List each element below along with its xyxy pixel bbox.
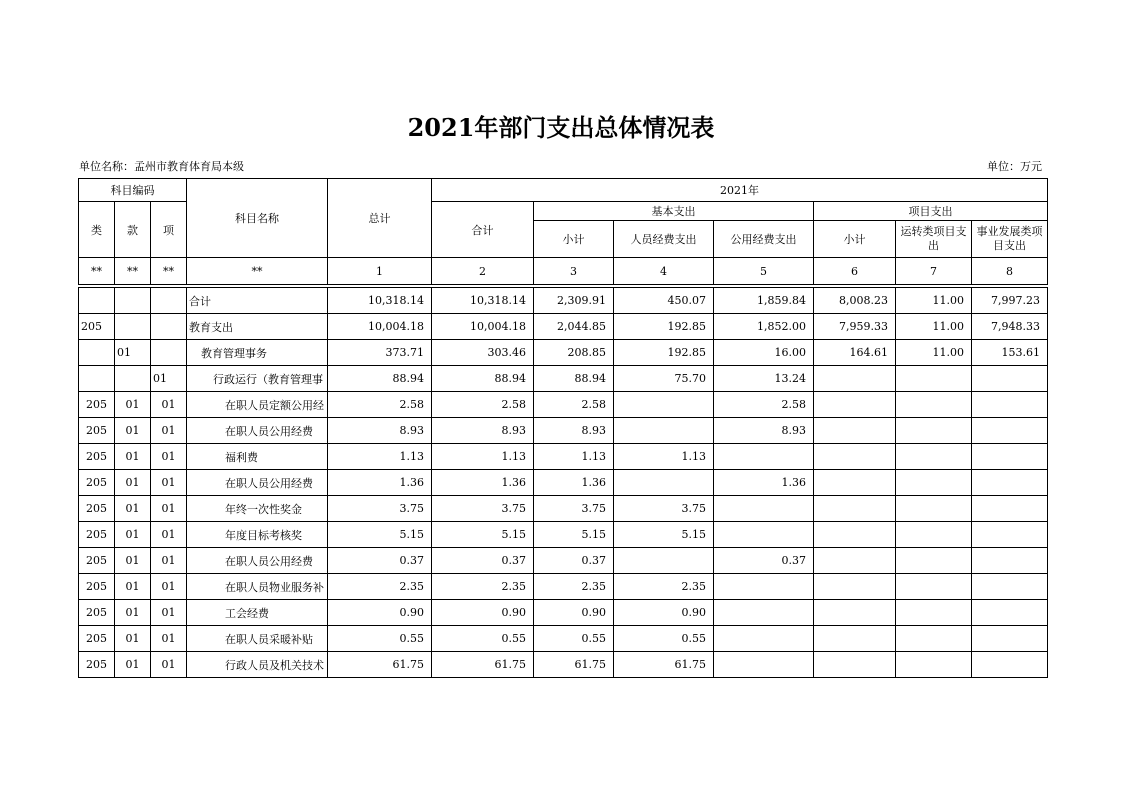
cell-xiang: 01 xyxy=(151,600,187,626)
cell-project-subtotal xyxy=(814,652,896,678)
cell-total: 373.71 xyxy=(328,340,432,366)
cell-transfer xyxy=(896,496,972,522)
cell-career xyxy=(972,652,1048,678)
cell-sum: 0.37 xyxy=(432,548,534,574)
header-xiang: 项 xyxy=(151,202,187,258)
cell-personnel: 3.75 xyxy=(614,496,714,522)
table-row xyxy=(79,496,1048,522)
cell-xiang: 01 xyxy=(151,366,187,392)
cell-sum: 10,004.18 xyxy=(432,314,534,340)
cell-subject-name: 行政人员及机关技术 xyxy=(187,652,328,678)
cell-xiang: 01 xyxy=(151,496,187,522)
header-public: 公用经费支出 xyxy=(714,221,814,258)
cell-project-subtotal xyxy=(814,444,896,470)
cell-sum: 0.90 xyxy=(432,600,534,626)
cell-career: 153.61 xyxy=(972,340,1048,366)
index-cell: ** xyxy=(187,258,328,285)
cell-total: 61.75 xyxy=(328,652,432,678)
cell-lei xyxy=(79,288,115,314)
unit-name: 单位名称：孟州市教育体育局本级 xyxy=(79,160,244,173)
cell-personnel: 2.35 xyxy=(614,574,714,600)
header-personnel: 人员经费支出 xyxy=(614,221,714,258)
header-lei: 类 xyxy=(79,202,115,258)
cell-transfer xyxy=(896,470,972,496)
cell-personnel: 5.15 xyxy=(614,522,714,548)
cell-project-subtotal xyxy=(814,366,896,392)
cell-basic-subtotal: 8.93 xyxy=(534,418,614,444)
cell-subject-name: 福利费 xyxy=(187,444,328,470)
header-project: 项目支出 xyxy=(814,202,1048,221)
table-row xyxy=(79,314,1048,340)
page-title: 2021年部门支出总体情况表 xyxy=(407,113,715,142)
cell-total: 0.37 xyxy=(328,548,432,574)
cell-subject-name: 行政运行（教育管理事 xyxy=(187,366,328,392)
cell-career xyxy=(972,392,1048,418)
cell-total: 8.93 xyxy=(328,418,432,444)
cell-xiang xyxy=(151,314,187,340)
cell-total: 0.90 xyxy=(328,600,432,626)
cell-total: 2.35 xyxy=(328,574,432,600)
cell-public: 8.93 xyxy=(714,418,814,444)
cell-project-subtotal xyxy=(814,626,896,652)
cell-transfer xyxy=(896,366,972,392)
cell-career xyxy=(972,600,1048,626)
cell-basic-subtotal: 2.35 xyxy=(534,574,614,600)
cell-public: 1,852.00 xyxy=(714,314,814,340)
cell-public: 2.58 xyxy=(714,392,814,418)
cell-subject-name: 年终一次性奖金 xyxy=(187,496,328,522)
cell-basic-subtotal: 2,044.85 xyxy=(534,314,614,340)
cell-project-subtotal xyxy=(814,548,896,574)
cell-sum: 3.75 xyxy=(432,496,534,522)
cell-kuan xyxy=(115,314,151,340)
cell-kuan: 01 xyxy=(115,392,151,418)
header-transfer: 运转类项目支出 xyxy=(896,221,972,258)
cell-lei: 205 xyxy=(79,626,115,652)
cell-kuan: 01 xyxy=(115,600,151,626)
cell-sum: 61.75 xyxy=(432,652,534,678)
cell-sum: 10,318.14 xyxy=(432,288,534,314)
cell-subject-name: 年度目标考核奖 xyxy=(187,522,328,548)
cell-project-subtotal xyxy=(814,470,896,496)
cell-lei: 205 xyxy=(79,392,115,418)
cell-sum: 8.93 xyxy=(432,418,534,444)
cell-kuan: 01 xyxy=(115,522,151,548)
cell-lei: 205 xyxy=(79,522,115,548)
cell-sum: 2.58 xyxy=(432,392,534,418)
cell-public: 1.36 xyxy=(714,470,814,496)
cell-public xyxy=(714,496,814,522)
index-cell: ** xyxy=(79,258,115,285)
table-row xyxy=(79,574,1048,600)
cell-career xyxy=(972,444,1048,470)
index-cell: 5 xyxy=(714,258,814,285)
cell-basic-subtotal: 0.90 xyxy=(534,600,614,626)
unit-measure: 单位：万元 xyxy=(987,160,1042,173)
cell-public xyxy=(714,444,814,470)
cell-lei: 205 xyxy=(79,444,115,470)
index-cell: 2 xyxy=(432,258,534,285)
header-basic-subtotal: 小计 xyxy=(534,221,614,258)
header-sum: 合计 xyxy=(432,202,534,258)
cell-xiang: 01 xyxy=(151,392,187,418)
cell-kuan: 01 xyxy=(115,470,151,496)
table-row xyxy=(79,548,1048,574)
cell-transfer: 11.00 xyxy=(896,314,972,340)
cell-total: 1.13 xyxy=(328,444,432,470)
cell-total: 1.36 xyxy=(328,470,432,496)
cell-basic-subtotal: 0.37 xyxy=(534,548,614,574)
index-cell: 1 xyxy=(328,258,432,285)
cell-sum: 88.94 xyxy=(432,366,534,392)
cell-personnel: 75.70 xyxy=(614,366,714,392)
cell-public xyxy=(714,652,814,678)
cell-project-subtotal xyxy=(814,392,896,418)
cell-public xyxy=(714,626,814,652)
table-row xyxy=(79,340,1048,366)
cell-career: 7,997.23 xyxy=(972,288,1048,314)
cell-career xyxy=(972,626,1048,652)
cell-kuan: 01 xyxy=(115,626,151,652)
cell-subject-name: 在职人员公用经费 xyxy=(187,548,328,574)
cell-subject-name: 在职人员物业服务补 xyxy=(187,574,328,600)
cell-subject-name: 在职人员公用经费 xyxy=(187,418,328,444)
cell-personnel xyxy=(614,418,714,444)
cell-career xyxy=(972,548,1048,574)
index-cell: ** xyxy=(151,258,187,285)
cell-lei: 205 xyxy=(79,496,115,522)
cell-subject-name: 工会经费 xyxy=(187,600,328,626)
cell-personnel: 192.85 xyxy=(614,340,714,366)
cell-career xyxy=(972,574,1048,600)
cell-lei: 205 xyxy=(79,418,115,444)
cell-public: 0.37 xyxy=(714,548,814,574)
index-cell: 6 xyxy=(814,258,896,285)
cell-subject-name: 教育支出 xyxy=(187,314,328,340)
cell-xiang: 01 xyxy=(151,522,187,548)
index-cell: ** xyxy=(115,258,151,285)
table-row xyxy=(79,288,1048,314)
cell-sum: 5.15 xyxy=(432,522,534,548)
cell-sum: 1.13 xyxy=(432,444,534,470)
cell-total: 10,004.18 xyxy=(328,314,432,340)
cell-transfer xyxy=(896,574,972,600)
cell-personnel: 0.55 xyxy=(614,626,714,652)
cell-public xyxy=(714,600,814,626)
cell-transfer xyxy=(896,626,972,652)
cell-basic-subtotal: 1.36 xyxy=(534,470,614,496)
cell-personnel: 0.90 xyxy=(614,600,714,626)
cell-project-subtotal xyxy=(814,600,896,626)
cell-personnel: 192.85 xyxy=(614,314,714,340)
cell-basic-subtotal: 88.94 xyxy=(534,366,614,392)
index-cell: 7 xyxy=(896,258,972,285)
header-career: 事业发展类项目支出 xyxy=(972,221,1048,258)
cell-basic-subtotal: 3.75 xyxy=(534,496,614,522)
cell-project-subtotal xyxy=(814,522,896,548)
cell-subject-name: 在职人员采暖补贴 xyxy=(187,626,328,652)
cell-basic-subtotal: 208.85 xyxy=(534,340,614,366)
cell-total: 0.55 xyxy=(328,626,432,652)
cell-project-subtotal xyxy=(814,496,896,522)
cell-total: 10,318.14 xyxy=(328,288,432,314)
cell-transfer xyxy=(896,522,972,548)
cell-career xyxy=(972,418,1048,444)
cell-xiang: 01 xyxy=(151,444,187,470)
cell-project-subtotal xyxy=(814,574,896,600)
cell-transfer: 11.00 xyxy=(896,288,972,314)
header-total: 总计 xyxy=(328,179,432,258)
cell-project-subtotal: 8,008.23 xyxy=(814,288,896,314)
table-row xyxy=(79,470,1048,496)
table-row xyxy=(79,366,1048,392)
cell-lei: 205 xyxy=(79,574,115,600)
cell-kuan xyxy=(115,288,151,314)
table-row xyxy=(79,522,1048,548)
cell-lei: 205 xyxy=(79,314,115,340)
cell-career xyxy=(972,470,1048,496)
cell-basic-subtotal: 61.75 xyxy=(534,652,614,678)
table-row xyxy=(79,652,1048,678)
cell-personnel xyxy=(614,470,714,496)
cell-sum: 1.36 xyxy=(432,470,534,496)
cell-xiang xyxy=(151,340,187,366)
cell-total: 3.75 xyxy=(328,496,432,522)
cell-basic-subtotal: 1.13 xyxy=(534,444,614,470)
cell-lei: 205 xyxy=(79,652,115,678)
header-subject-name: 科目名称 xyxy=(187,179,328,258)
cell-xiang: 01 xyxy=(151,418,187,444)
cell-personnel: 450.07 xyxy=(614,288,714,314)
cell-basic-subtotal: 0.55 xyxy=(534,626,614,652)
cell-xiang: 01 xyxy=(151,548,187,574)
index-cell: 8 xyxy=(972,258,1048,285)
cell-basic-subtotal: 5.15 xyxy=(534,522,614,548)
header-year: 2021年 xyxy=(432,179,1048,202)
cell-xiang: 01 xyxy=(151,574,187,600)
cell-subject-name: 合计 xyxy=(187,288,328,314)
cell-personnel xyxy=(614,392,714,418)
cell-public xyxy=(714,574,814,600)
cell-total: 5.15 xyxy=(328,522,432,548)
cell-sum: 303.46 xyxy=(432,340,534,366)
cell-transfer xyxy=(896,392,972,418)
cell-lei: 205 xyxy=(79,548,115,574)
cell-public: 13.24 xyxy=(714,366,814,392)
cell-kuan xyxy=(115,366,151,392)
table-row xyxy=(79,418,1048,444)
index-cell: 3 xyxy=(534,258,614,285)
cell-transfer xyxy=(896,600,972,626)
header-basic: 基本支出 xyxy=(534,202,814,221)
cell-total: 2.58 xyxy=(328,392,432,418)
index-row xyxy=(79,258,1048,285)
expenditure-table xyxy=(78,178,1048,678)
cell-personnel: 1.13 xyxy=(614,444,714,470)
cell-personnel: 61.75 xyxy=(614,652,714,678)
cell-project-subtotal: 7,959.33 xyxy=(814,314,896,340)
cell-kuan: 01 xyxy=(115,652,151,678)
cell-public xyxy=(714,522,814,548)
cell-subject-name: 教育管理事务 xyxy=(187,340,328,366)
cell-kuan: 01 xyxy=(115,496,151,522)
cell-career xyxy=(972,496,1048,522)
cell-public: 1,859.84 xyxy=(714,288,814,314)
table-row xyxy=(79,444,1048,470)
cell-kuan: 01 xyxy=(115,574,151,600)
index-cell: 4 xyxy=(614,258,714,285)
cell-public: 16.00 xyxy=(714,340,814,366)
cell-basic-subtotal: 2.58 xyxy=(534,392,614,418)
cell-xiang: 01 xyxy=(151,652,187,678)
cell-lei: 205 xyxy=(79,600,115,626)
table-row xyxy=(79,392,1048,418)
cell-project-subtotal xyxy=(814,418,896,444)
cell-kuan: 01 xyxy=(115,548,151,574)
table-row xyxy=(79,626,1048,652)
cell-career xyxy=(972,522,1048,548)
cell-transfer xyxy=(896,548,972,574)
cell-kuan: 01 xyxy=(115,340,151,366)
cell-sum: 0.55 xyxy=(432,626,534,652)
cell-lei: 205 xyxy=(79,470,115,496)
cell-transfer xyxy=(896,418,972,444)
table-row xyxy=(79,600,1048,626)
cell-subject-name: 在职人员公用经费 xyxy=(187,470,328,496)
header-project-subtotal: 小计 xyxy=(814,221,896,258)
cell-subject-name: 在职人员定额公用经 xyxy=(187,392,328,418)
cell-career xyxy=(972,366,1048,392)
cell-xiang: 01 xyxy=(151,470,187,496)
cell-kuan: 01 xyxy=(115,444,151,470)
header-subject-code: 科目编码 xyxy=(79,179,187,202)
cell-career: 7,948.33 xyxy=(972,314,1048,340)
cell-personnel xyxy=(614,548,714,574)
cell-kuan: 01 xyxy=(115,418,151,444)
cell-total: 88.94 xyxy=(328,366,432,392)
cell-project-subtotal: 164.61 xyxy=(814,340,896,366)
cell-xiang xyxy=(151,288,187,314)
cell-lei xyxy=(79,366,115,392)
cell-transfer xyxy=(896,444,972,470)
cell-transfer: 11.00 xyxy=(896,340,972,366)
cell-sum: 2.35 xyxy=(432,574,534,600)
cell-transfer xyxy=(896,652,972,678)
cell-basic-subtotal: 2,309.91 xyxy=(534,288,614,314)
cell-lei xyxy=(79,340,115,366)
header-kuan: 款 xyxy=(115,202,151,258)
cell-xiang: 01 xyxy=(151,626,187,652)
